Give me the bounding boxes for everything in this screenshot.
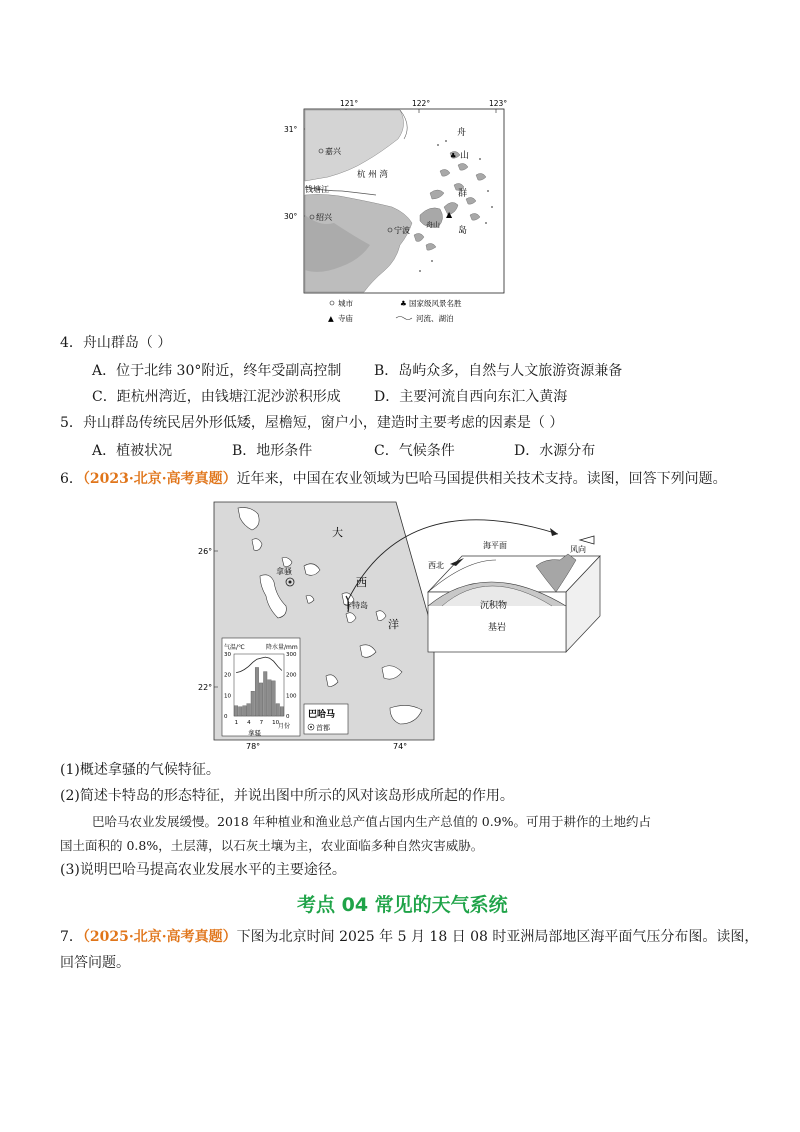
scenic-icon: ♣ <box>450 152 457 160</box>
bahamas-figure <box>196 496 620 752</box>
lon-label: 78° <box>246 742 261 751</box>
q6-source: （2023·北京·高考真题） <box>82 471 237 487</box>
wind-label: 风向 <box>570 545 586 554</box>
q6-sub2: (2)简述卡特岛的形态特征，并说出图中所示的风对该岛形成所起的作用。 <box>60 788 514 804</box>
lat-label: 31° <box>284 125 298 134</box>
lon-label: 121° <box>340 99 359 108</box>
wind-arrow <box>580 536 594 544</box>
temp-tick: 10 <box>224 693 231 700</box>
month-tick: 7 <box>259 720 264 726</box>
precip-bar <box>263 672 267 716</box>
month-tick: 10 <box>272 720 280 726</box>
q4-option-b: B．岛屿众多，自然与人文旅游资源兼备 <box>374 363 623 379</box>
legend-scenic: 国家级风景名胜 <box>409 299 462 308</box>
lon-label: 74° <box>393 742 408 751</box>
q6-line <box>60 469 727 489</box>
legend-temple: 寺庙 <box>338 314 353 323</box>
bedrock-label: 基岩 <box>488 623 507 633</box>
lat-label: 26° <box>198 547 213 556</box>
northwest-label: 西北 <box>428 561 444 570</box>
q6-stem: 近年来，中国在农业领域为巴哈马国提供相关技术支持。读图，回答下列问题。 <box>236 471 727 487</box>
q7-stem: 下图为北京时间 2025 年 5 月 18 日 08 时亚洲局部地区海平面气压分布图。读图， <box>236 929 759 945</box>
station-label: 拿骚 <box>248 729 261 737</box>
sediment-label: 沉积物 <box>480 601 508 611</box>
ocean-char: 大 <box>332 526 343 539</box>
lon-label: 123° <box>489 99 508 108</box>
precip-bar <box>272 681 276 716</box>
q4-stem: 4．舟山群岛（ ） <box>60 335 172 351</box>
precip-bar <box>268 680 272 716</box>
q6-number: 6． <box>60 471 83 487</box>
q6-material-1: 巴哈马农业发展缓慢。2018 年种植业和渔业总产值占国内生产总值的 0.9%。可用于耕作的土地约占 <box>92 814 652 829</box>
capital-legend: 首都 <box>316 724 330 732</box>
scenic-icon: ♣ <box>400 299 407 308</box>
precip-tick: 200 <box>286 672 297 679</box>
q5-option-d: D．水源分布 <box>514 443 596 459</box>
q5-option-c: C．气候条件 <box>374 443 455 459</box>
river-icon <box>396 317 412 320</box>
temp-tick: 20 <box>224 672 231 679</box>
temple-icon: ▲ <box>328 314 334 323</box>
legend-city: 城市 <box>338 299 353 308</box>
precip-bar <box>238 707 242 716</box>
temp-axis-label: 气温/℃ <box>224 644 245 651</box>
city-icon <box>330 301 334 305</box>
archipelago-char: 群 <box>458 189 468 199</box>
q5-stem: 5．舟山群岛传统民居外形低矮，屋檐短，窗户小，建造时主要考虑的因素是（ ） <box>60 415 564 431</box>
temple-icon: ▲ <box>446 210 453 219</box>
section-title: 考点 04 常见的天气系统 <box>297 894 508 916</box>
q7-stem-2: 回答问题。 <box>60 955 130 971</box>
nassau-label: 拿骚 <box>276 567 292 576</box>
q7-source: （2025·北京·高考真题） <box>82 929 237 945</box>
month-tick: 1 <box>234 720 239 726</box>
lon-label: 122° <box>412 99 431 108</box>
month-unit: 月份 <box>278 723 291 730</box>
precip-bar <box>255 667 259 716</box>
ocean-char: 西 <box>356 576 367 589</box>
precip-tick: 100 <box>286 693 297 700</box>
sea-level-label: 海平面 <box>483 541 507 550</box>
precip-tick: 0 <box>286 714 290 720</box>
precip-bar <box>280 707 284 716</box>
city-label: 绍兴 <box>316 213 332 222</box>
archipelago-char: 岛 <box>458 226 468 236</box>
month-tick: 4 <box>247 720 251 726</box>
river-label: 钱塘江 <box>305 185 329 194</box>
precip-bar <box>243 706 247 716</box>
lat-label: 30° <box>284 212 298 221</box>
zhoushan-map <box>280 95 530 330</box>
precip-axis-label: 降水量/mm <box>266 644 298 651</box>
q5-option-b: B．地形条件 <box>232 443 313 459</box>
cat-island-label: 卡特岛 <box>344 601 368 610</box>
q7-line <box>60 927 758 947</box>
city-label: 宁波 <box>394 226 410 235</box>
city-label: 嘉兴 <box>325 147 341 156</box>
precip-bar <box>247 704 251 716</box>
precip-bar <box>276 704 280 716</box>
legend-river: 河流、湖泊 <box>416 314 454 323</box>
q6-sub3: (3)说明巴哈马提高农业发展水平的主要途径。 <box>60 862 346 878</box>
archipelago-char: 山 <box>460 151 470 161</box>
q6-material-2: 国土面积的 0.8%，土层薄，以石灰土壤为主，农业面临多种自然灾害威胁。 <box>60 838 484 853</box>
city-label: 舟山 <box>426 221 440 229</box>
q7-number: 7． <box>60 929 83 945</box>
q4-option-d: D．主要河流自西向东汇入黄海 <box>374 389 568 405</box>
lat-label: 22° <box>198 683 213 692</box>
q4-option-a: A．位于北纬 30°附近，终年受副高控制 <box>92 363 342 379</box>
archipelago-char: 舟 <box>457 128 467 138</box>
ocean-char: 洋 <box>388 618 399 631</box>
bay-label: 杭 州 湾 <box>357 170 388 180</box>
precip-tick: 300 <box>286 652 297 658</box>
precip-bar <box>259 683 263 716</box>
country-label: 巴哈马 <box>308 710 336 720</box>
q4-option-c: C．距杭州湾近，由钱塘江泥沙淤积形成 <box>92 389 341 405</box>
q5-option-a: A．植被状况 <box>92 443 173 459</box>
precip-bar <box>251 691 255 716</box>
island-block-diagram <box>428 536 600 652</box>
temp-tick: 30 <box>224 652 231 658</box>
precip-bar <box>234 706 238 716</box>
q6-sub1: (1)概述拿骚的气候特征。 <box>60 762 220 778</box>
temp-tick: 0 <box>224 714 228 720</box>
